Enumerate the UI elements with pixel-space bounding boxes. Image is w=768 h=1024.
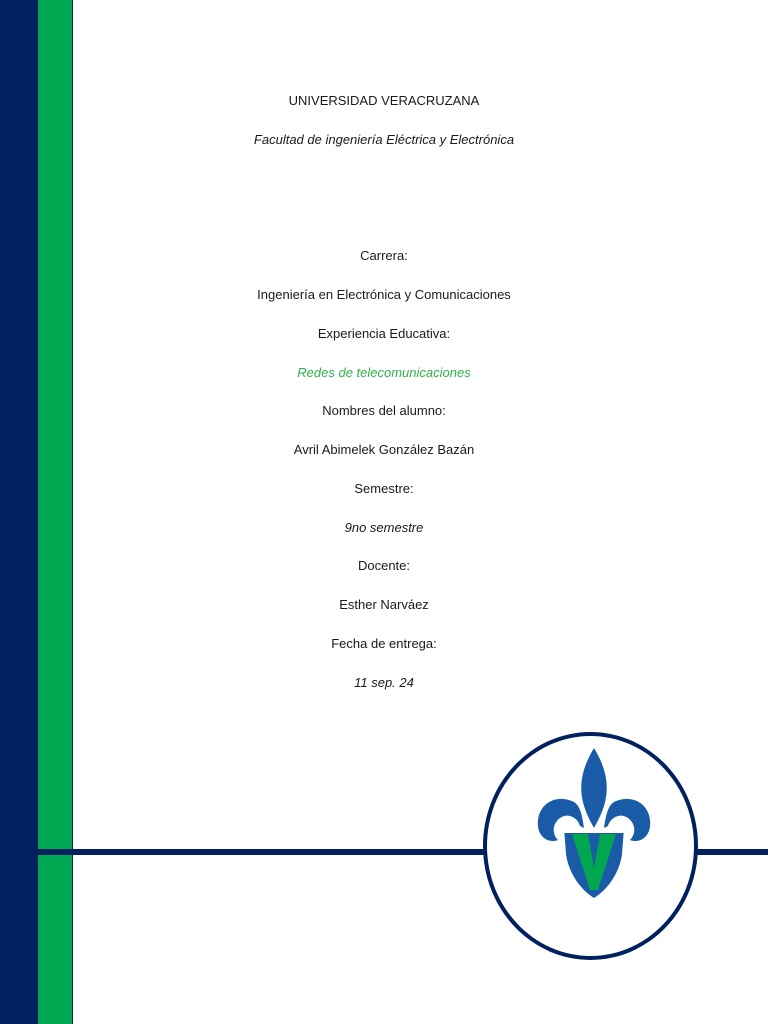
date-value: 11 sep. 24 <box>354 675 414 690</box>
left-navy-stripe <box>0 0 38 1024</box>
career-value: Ingeniería en Electrónica y Comunicaciones <box>257 287 511 302</box>
semester-value: 9no semestre <box>344 520 424 535</box>
experience-value: Redes de telecomunicaciones <box>297 365 471 380</box>
date-label: Fecha de entrega: <box>331 636 437 651</box>
semester-label: Semestre: <box>354 481 414 496</box>
experience-label: Experiencia Educativa: <box>317 326 451 341</box>
teacher-value: Esther Narváez <box>339 597 429 612</box>
university-name: UNIVERSIDAD VERACRUZANA <box>288 93 480 108</box>
student-value: Avril Abimelek González Bazán <box>293 442 475 457</box>
horizontal-rule-right <box>694 849 768 855</box>
teacher-label: Docente: <box>357 558 411 573</box>
left-green-stripe <box>38 0 73 1024</box>
faculty-name: Facultad de ingeniería Eléctrica y Electrónica <box>253 132 515 147</box>
career-label: Carrera: <box>360 248 408 263</box>
uv-fleur-de-lis-logo-icon <box>534 744 654 904</box>
horizontal-rule-left <box>0 849 487 855</box>
student-label: Nombres del alumno: <box>322 403 446 418</box>
